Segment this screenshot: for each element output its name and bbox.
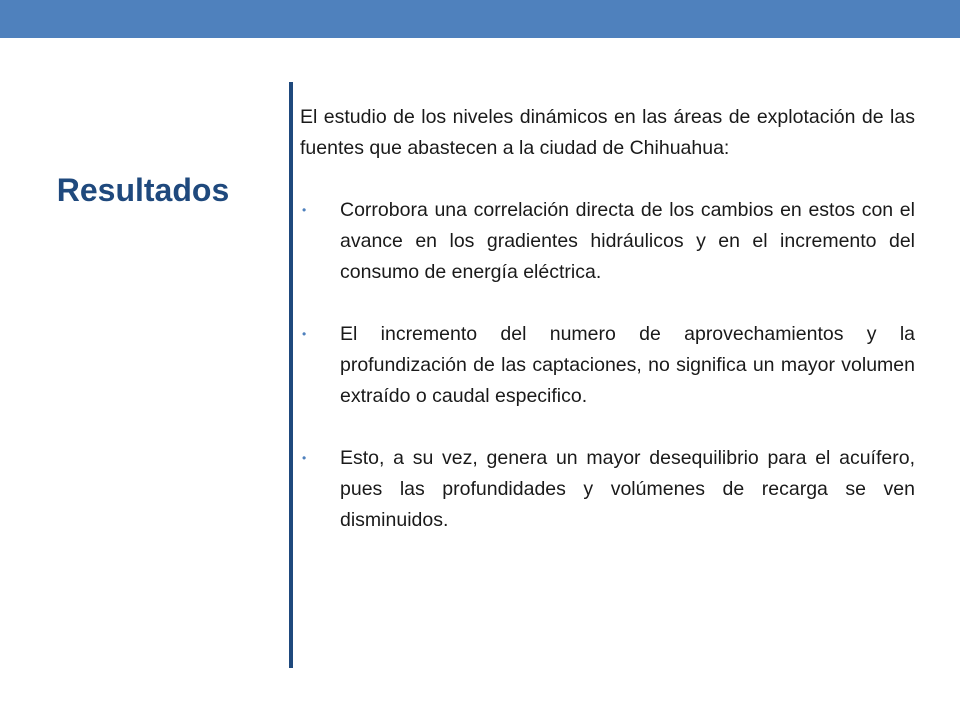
top-accent-bar	[0, 0, 960, 38]
bullet-text: El incremento del numero de aprovechamientos y la profundización de las captaciones, no significa un mayor volumen extraído o caudal especifico.	[340, 323, 915, 407]
bullet-list	[300, 195, 915, 536]
vertical-divider	[289, 82, 293, 668]
intro-paragraph: El estudio de los niveles dinámicos en las áreas de explotación de las fuentes que abastecen a la ciudad de Chihuahua:	[300, 106, 915, 159]
bullet-item	[300, 319, 915, 412]
bullet-item	[300, 195, 915, 288]
bullet-dot-icon: •	[302, 327, 307, 341]
slide-title: Resultados	[56, 172, 230, 208]
slide-content	[300, 102, 915, 536]
bullet-item	[300, 443, 915, 536]
bullet-text: Esto, a su vez, genera un mayor desequilibrio para el acuífero, pues las profundidades y volúmenes de recarga se ven disminuidos.	[340, 447, 915, 531]
bullet-dot-icon: •	[302, 203, 307, 217]
bullet-dot-icon: •	[302, 451, 307, 465]
bullet-text: Corrobora una correlación directa de los cambios en estos con el avance en los gradientes hidráulicos y en el incremento del consumo de energía eléctrica.	[340, 199, 915, 283]
